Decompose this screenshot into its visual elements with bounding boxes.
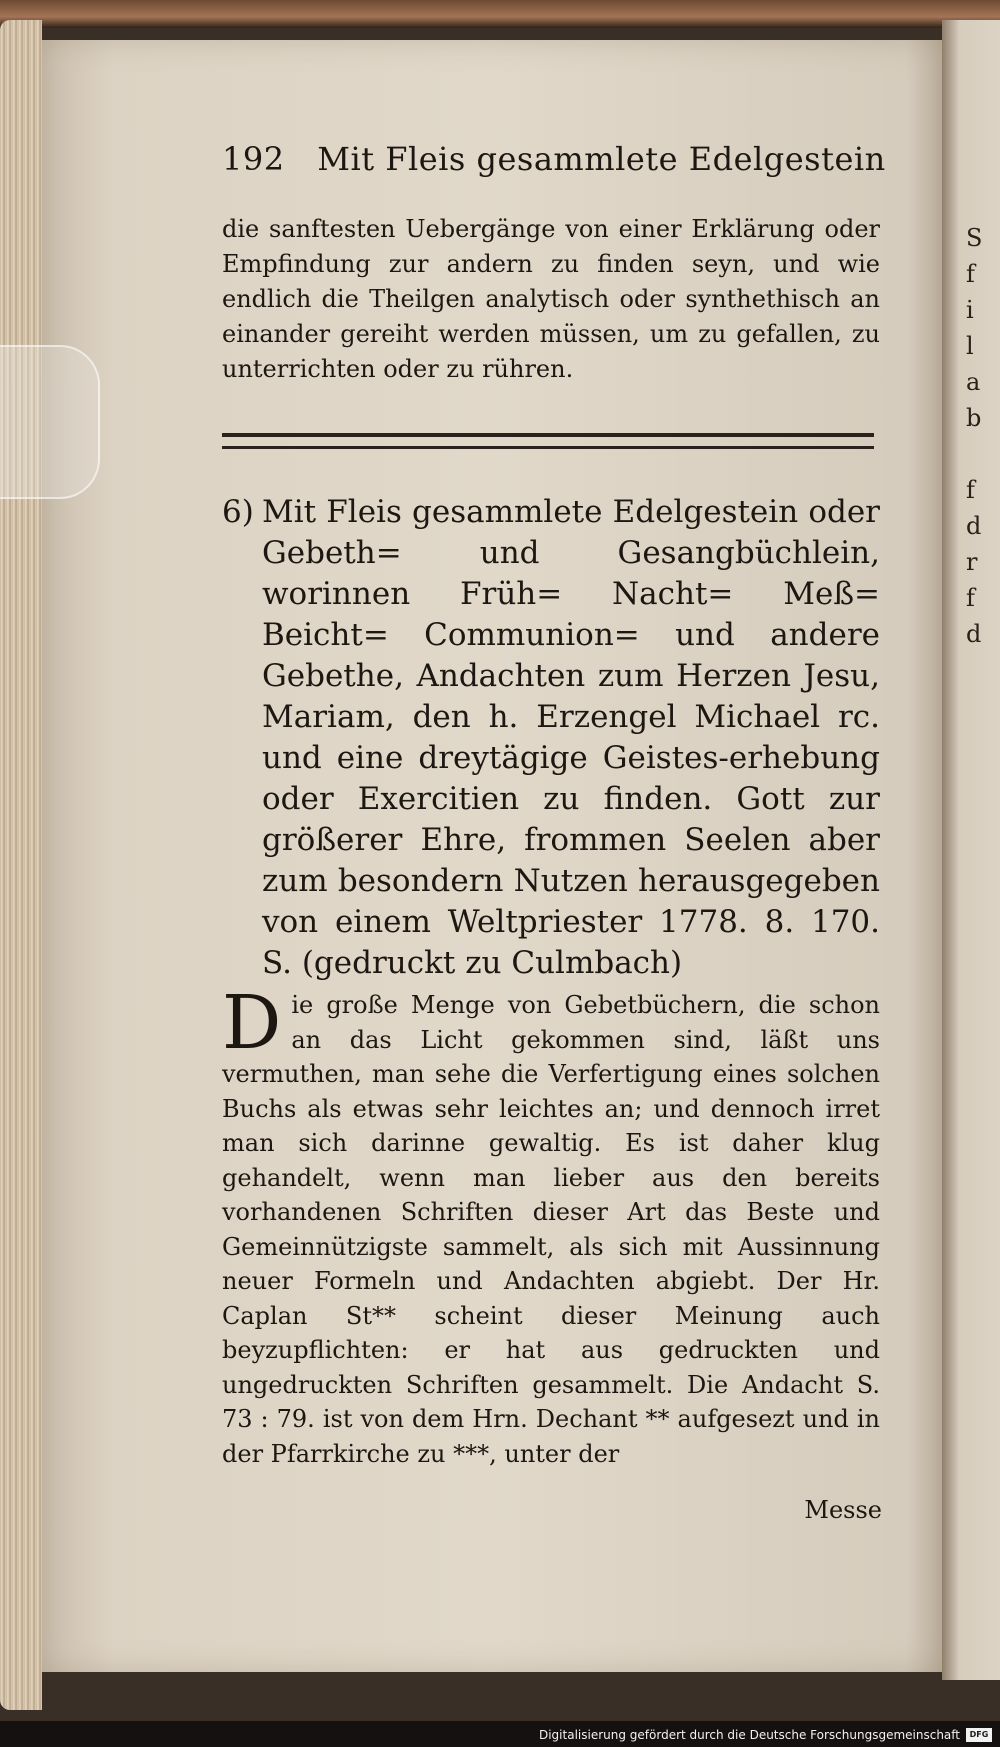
facing-page-edge: [942, 20, 1000, 1680]
dfg-logo-icon: DFG: [966, 1728, 992, 1742]
drop-capital: D: [222, 980, 282, 1066]
facing-page-glyphs: S f i l a b f d r f d: [966, 224, 983, 648]
running-head-title: Mit Fleis gesammlete Edelgestein: [317, 140, 886, 178]
footer-bar: [0, 1721, 1000, 1747]
page-number: 192: [222, 140, 285, 178]
entry-title: Mit Fleis gesammlete Edelgestein oder Gebeth= und Gesangbüchlein, worinnen Früh= Nacht= Meß= Beicht= Communion= und andere Gebethe, Andachten zum Herzen Jesu, Mariam, den h. Erzengel Michael rc. und eine dreytägige Geistes-erhebung oder Exercitien zu finden. Gott zur größerer Ehre, frommen Seelen aber zum besondern Nutzen herausgegeben von einem Weltpriester 1778. 8. 170. S. (gedruckt zu Culmbach): [262, 494, 880, 981]
funding-notice: Digitalisierung gefördert durch die Deutsche Forschungsgemeinschaft: [538, 1728, 960, 1742]
catchword: Messe: [804, 1496, 882, 1524]
book-cover-top: [0, 0, 1000, 28]
continued-paragraph: die sanftesten Uebergänge von einer Erklärung oder Empfindung zur andern zu finden seyn, und wie endlich die Theilgen analytisch oder synthethisch an einander gereiht werden müssen, um zu gefallen, zu unterrichten oder zu rühren.: [222, 215, 880, 383]
review-text: ie große Menge von Gebetbüchern, die schon an das Licht gekommen sind, läßt uns vermuthen, man sehe die Verfertigung eines solchen Buchs als etwas sehr leichtes an; und dennoch irret man sich darinne gewaltig. Es ist daher klug gehandelt, wenn man lieber aus den bereits vorhandenen Schriften dieser Art das Beste und Gemeinnützigste sammelt, als sich mit Aussinnung neuer Formeln und Andachten abgiebt. Der Hr. Caplan St** scheint dieser Meinung auch beyzupflichten: er hat aus gedruckten und ungedruckten Schriften gesammelt. Die Andacht S. 73 : 79. ist von dem Hrn. Dechant ** aufgesezt und in der Pfarrkirche zu ***, unter der: [222, 991, 880, 1468]
entry-heading: [222, 492, 880, 984]
entry-number: 6): [222, 494, 254, 530]
page-edges: [0, 20, 42, 1710]
running-head: [222, 140, 886, 178]
review-body: [222, 980, 880, 1471]
section-rule: [222, 433, 874, 449]
page-clip: [0, 345, 100, 499]
